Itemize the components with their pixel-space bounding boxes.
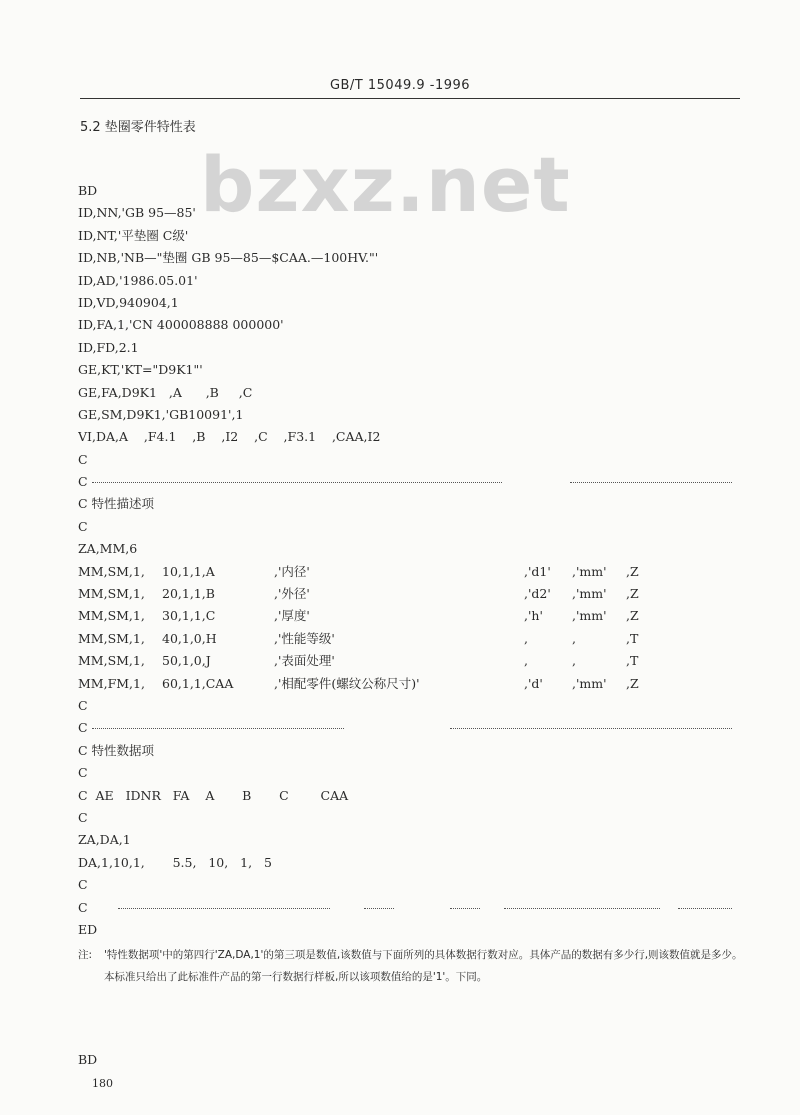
dotted-separator [450, 728, 732, 729]
watermark: bzxz.net [200, 140, 571, 229]
comment-separator-line: C [78, 717, 738, 739]
code-line: GE,SM,D9K1,'GB10091',1 [78, 406, 244, 422]
code-line: ID,FA,1,'CN 400008888 000000' [78, 317, 284, 333]
header-rule [80, 98, 740, 99]
code-line: C [78, 518, 88, 534]
code-line: C [78, 877, 88, 893]
dotted-separator [678, 908, 732, 909]
code-line: ID,FD,2.1 [78, 339, 139, 355]
code-line: GE,KT,'KT="D9K1"' [78, 362, 203, 378]
code-line: DA,1,10,1, 5.5, 10, 1, 5 [78, 854, 272, 870]
mm-row: MM,SM,1, 40,1,0,H ,'性能等级' , , ,T [78, 630, 639, 646]
code-line: C [78, 697, 88, 713]
dotted-separator [450, 908, 480, 909]
code-line: C AE IDNR FA A B C CAA [78, 787, 349, 803]
mm-row: MM,FM,1, 60,1,1,CAA ,'相配零件(螺纹公称尺寸)' ,'d' ,'mm' ,Z [78, 675, 639, 691]
dotted-separator [92, 728, 344, 729]
code-line: ID,VD,940904,1 [78, 294, 179, 310]
comment-separator-line: C [78, 471, 738, 493]
dotted-separator [118, 908, 330, 909]
code-line: GE,FA,D9K1 ,A ,B ,C [78, 384, 253, 400]
dotted-separator [364, 908, 394, 909]
code-line: C 特性描述项 [78, 496, 155, 512]
code-line: ID,AD,'1986.05.01' [78, 272, 198, 288]
code-line: C [78, 809, 88, 825]
mm-row: MM,SM,1, 20,1,1,B ,'外径' ,'d2' ,'mm' ,Z [78, 586, 639, 602]
code-line: C 特性数据项 [78, 742, 155, 758]
code-line: ED [78, 921, 98, 937]
mm-row: MM,SM,1, 30,1,1,C ,'厚度' ,'h' ,'mm' ,Z [78, 608, 639, 624]
code-line: C [78, 765, 88, 781]
continuation-marker: BD [78, 1052, 98, 1067]
code-line: ZA,DA,1 [78, 832, 131, 848]
mm-row: MM,SM,1, 50,1,0,J ,'表面处理' , , ,T [78, 653, 639, 669]
code-line: VI,DA,A ,F4.1 ,B ,I2 ,C ,F3.1 ,CAA,I2 [78, 429, 381, 445]
dotted-separator [92, 482, 502, 483]
code-line: ID,NB,'NB—"垫圈 GB 95—85—$CAA.—100HV."' [78, 250, 379, 266]
dotted-separator [504, 908, 660, 909]
code-line: C [78, 451, 88, 467]
section-heading: 5.2 垫圈零件特性表 [80, 120, 196, 135]
code-line: ID,NN,'GB 95—85' [78, 205, 196, 221]
mm-row: MM,SM,1, 10,1,1,A ,'内径' ,'d1' ,'mm' ,Z [78, 563, 639, 579]
code-line: ZA,MM,6 [78, 541, 138, 557]
footnote [78, 944, 743, 988]
code-listing [78, 180, 738, 941]
footnote-text: '特性数据项'中的第四行'ZA,DA,1'的第三项是数值,该数值与下面所列的具体数据行数对应。具体产品的数据有多少行,则该数值就是多少。本标准只给出了此标准件产品的第一行数据行样板,所以该项数值给的是'1'。下同。 [104, 949, 743, 983]
dotted-separator [570, 482, 732, 483]
page-header: GB/T 15049.9 -1996 [329, 78, 471, 93]
code-line: ID,NT,'平垫圈 C级' [78, 227, 189, 243]
footnote-label: 注: [78, 949, 93, 961]
page-number: 180 [92, 1077, 113, 1090]
comment-separator-line: C [78, 897, 738, 919]
code-line: BD [78, 183, 98, 198]
